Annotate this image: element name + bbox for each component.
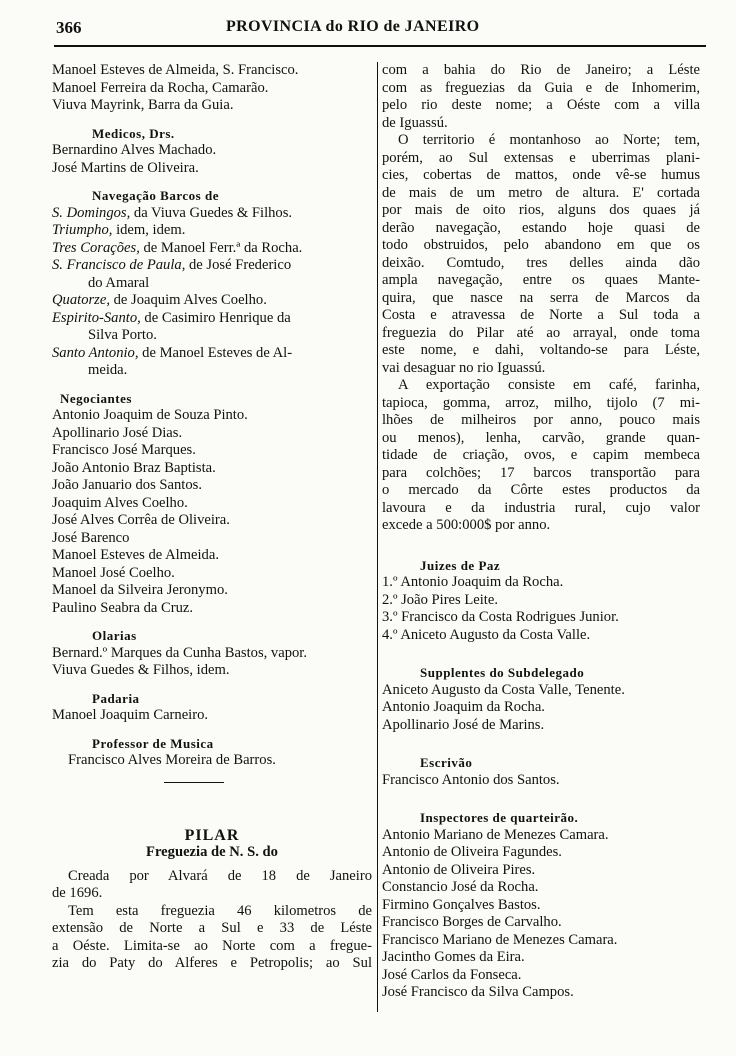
paragraph-line: este nome, e dahi, voltando-se para Léste, xyxy=(382,342,700,358)
juiz-entry: 3.º Francisco da Costa Rodrigues Junior. xyxy=(382,609,619,625)
boat-entry xyxy=(52,327,372,345)
negociante-entry: José Alves Corrêa de Oliveira. xyxy=(52,512,230,528)
boat-name: Tres Corações, xyxy=(52,239,140,256)
boat-entry xyxy=(52,222,372,240)
boat-owner: meida. xyxy=(88,362,128,378)
paragraph-line: tapioca, gomma, arroz, milho, tijolo (7 mi- xyxy=(382,394,700,411)
padaria-entry: Manoel Joaquim Carneiro. xyxy=(52,707,209,723)
boat-entry xyxy=(52,345,372,363)
boat-entry xyxy=(52,310,372,328)
negociante-entry: Manoel José Coelho. xyxy=(52,564,175,581)
paragraph-line: porém, ao Sul extensas e uberrimas plani- xyxy=(382,149,700,166)
boat-entry xyxy=(52,205,372,223)
section-heading-negociantes: Negociantes xyxy=(60,390,132,406)
juiz-entry: 4.º Aniceto Augusto da Costa Valle. xyxy=(382,626,591,643)
paragraph-line: vai desaguar no rio Iguassú. xyxy=(382,359,546,376)
paragraph-line: com as freguezias da Guia e de Inhomerim, xyxy=(382,79,700,96)
supplente-entry: Apollinario José de Marins. xyxy=(382,716,545,733)
inspector-entry: Francisco Borges de Carvalho. xyxy=(382,914,562,930)
olaria-entry: Bernard.º Marques da Cunha Bastos, vapor. xyxy=(52,644,307,661)
paragraph-line: quira, que nasce na serra de Marcos da xyxy=(382,289,700,306)
section-heading-supplentes: Supplentes do Subdelegado xyxy=(420,665,585,680)
negociante-entry: Manoel da Silveira Jeronymo. xyxy=(52,582,228,598)
medico-entry: Bernardino Alves Machado. xyxy=(52,142,217,158)
paragraph-line: tidade de criação, ovos, e capim membeca xyxy=(382,447,700,463)
boat-owner: de Manoel Esteves de Al- xyxy=(138,344,293,361)
section-heading-inspectores: Inspectores de quarteirão. xyxy=(420,810,579,825)
inspector-entry: Francisco Mariano de Menezes Camara. xyxy=(382,931,618,948)
section-heading-padaria: Padaria xyxy=(92,690,140,706)
section-heading-olarias: Olarias xyxy=(92,628,137,643)
paragraph-line: Tem esta freguezia 46 kilometros de xyxy=(68,902,372,919)
boat-owner: idem, idem. xyxy=(112,222,186,238)
pilar-title: PILAR xyxy=(184,826,240,844)
paragraph-line: para colchões; 17 barcos transportão para xyxy=(382,464,700,481)
negociante-entry: Francisco José Marques. xyxy=(52,442,196,458)
negociante-entry: Joaquim Alves Coelho. xyxy=(52,494,188,511)
inspector-entry: Antonio Mariano de Menezes Camara. xyxy=(382,826,609,843)
header-rule xyxy=(54,45,706,47)
boat-entry xyxy=(52,292,372,310)
negociante-entry: Paulino Seabra da Cruz. xyxy=(52,599,194,616)
negociante-entry: Antonio Joaquim de Souza Pinto. xyxy=(52,407,248,423)
left-column xyxy=(52,62,372,973)
paragraph-line: a Oéste. Limita-se ao Norte com a fregue- xyxy=(52,937,372,954)
paragraph-line: por mais de oito rios, alguns dos quaes já xyxy=(382,202,700,218)
paragraph-line: excede a 500:000$ por anno. xyxy=(382,517,551,533)
paragraph-line: extensão de Norte a Sul e 33 de Léste xyxy=(52,920,372,936)
boat-owner: de Casimiro Henrique da xyxy=(140,309,291,326)
paragraph-line: ampla navegação, entre os quaes Mante- xyxy=(382,272,700,288)
boat-owner: de Manoel Ferr.ª da Rocha. xyxy=(139,239,303,256)
section-heading-medicos: Medicos, Drs. xyxy=(92,125,175,141)
escrivao-entry: Francisco Antonio dos Santos. xyxy=(382,771,560,788)
inspector-entry: José Carlos da Fonseca. xyxy=(382,966,522,983)
paragraph-line: lavoura e da industria rural, cujo valor xyxy=(382,499,700,516)
juiz-entry: 1.º Antonio Joaquim da Rocha. xyxy=(382,574,564,590)
page-number: 366 xyxy=(56,18,82,37)
paragraph-line: pelo rio deste nome; a Oéste com a villa xyxy=(382,97,700,113)
paragraph-line: de mais de um metro de altura. E' cortada xyxy=(382,184,700,201)
paragraph-line: todo obstruidos, pelo abandono em que os xyxy=(382,237,700,253)
negociante-entry: João Januario dos Santos. xyxy=(52,477,202,493)
section-divider xyxy=(164,782,224,783)
negociante-entry: Manoel Esteves de Almeida. xyxy=(52,547,219,563)
boat-name: S. Francisco de Paula, xyxy=(52,257,186,273)
musica-entry: Francisco Alves Moreira de Barros. xyxy=(68,752,276,768)
boat-owner: de José Frederico xyxy=(185,257,292,273)
boat-name: Quatorze, xyxy=(52,292,110,308)
text-line: Manoel Ferreira da Rocha, Camarão. xyxy=(52,79,269,96)
paragraph-line: freguezia do Pilar até ao arrayal, onde toma xyxy=(382,324,700,341)
supplente-entry: Aniceto Augusto da Costa Valle, Tenente. xyxy=(382,681,625,698)
negociante-entry: Apollinario José Dias. xyxy=(52,424,183,441)
inspector-entry: Jacintho Gomes da Eira. xyxy=(382,949,525,965)
paragraph-line: deixão. Comtudo, tres delles ainda dão xyxy=(382,254,700,271)
paragraph-line: O territorio é montanhoso ao Norte; tem, xyxy=(398,132,700,148)
section-heading-navegacao: Navegação Barcos de xyxy=(92,188,219,203)
boat-name: Triumpho, xyxy=(52,222,113,238)
supplente-entry: Antonio Joaquim da Rocha. xyxy=(382,699,545,715)
boat-owner: Silva Porto. xyxy=(88,327,157,343)
boat-name: S. Domingos, xyxy=(52,204,131,221)
inspector-entry: Firmino Gonçalves Bastos. xyxy=(382,896,541,913)
paragraph-line: com a bahia do Rio de Janeiro; a Léste xyxy=(382,62,700,78)
boat-name: Espirito-Santo, xyxy=(52,309,141,326)
inspector-entry: Antonio de Oliveira Fagundes. xyxy=(382,844,562,860)
paragraph-line: o mercado da Côrte estes productos da xyxy=(382,482,700,498)
boat-entry xyxy=(52,240,372,258)
column-divider xyxy=(377,62,378,1012)
boat-entry xyxy=(52,257,372,275)
paragraph-line: lhões de milheiros por anno, pouco mais xyxy=(382,412,700,428)
negociante-entry: João Antonio Braz Baptista. xyxy=(52,459,216,476)
text-line: Viuva Mayrink, Barra da Guia. xyxy=(52,97,234,113)
olaria-entry: Viuva Guedes & Filhos, idem. xyxy=(52,662,230,678)
paragraph-line: de Iguassú. xyxy=(382,114,448,131)
boat-entry xyxy=(52,362,372,380)
pilar-subtitle: Freguezia de N. S. do xyxy=(146,844,278,860)
paragraph-line: cies, cobertas de mattos, onde vê-se humus xyxy=(382,167,700,183)
medico-entry: José Martins de Oliveira. xyxy=(52,159,199,176)
boat-name: Santo Antonio, xyxy=(52,344,139,361)
boat-owner: da Viuva Guedes & Filhos. xyxy=(130,204,293,221)
paragraph-line: ou menos), lenha, carvão, grande quan- xyxy=(382,429,700,446)
boat-owner: de Joaquim Alves Coelho. xyxy=(109,292,267,308)
right-column xyxy=(382,62,700,1002)
inspector-entry: José Francisco da Silva Campos. xyxy=(382,984,574,1000)
paragraph-line: Creada por Alvará de 18 de Janeiro xyxy=(68,867,372,884)
boat-entry xyxy=(52,275,372,293)
page-header xyxy=(56,18,706,40)
boat-owner: do Amaral xyxy=(88,274,150,291)
page-title: PROVINCIA do RIO de JANEIRO xyxy=(226,18,480,35)
section-heading-musica: Professor de Musica xyxy=(92,735,214,751)
inspector-entry: Constancio José da Rocha. xyxy=(382,879,539,895)
paragraph-line: zia do Paty do Alferes e Petropolis; ao Sul xyxy=(52,955,372,971)
negociante-entry: José Barenco xyxy=(52,529,130,546)
section-heading-juizes: Juizes de Paz xyxy=(420,557,501,573)
paragraph-line: A exportação consiste em café, farinha, xyxy=(398,377,700,393)
paragraph-line: derão navegação, estando hoje quasi de xyxy=(382,219,700,236)
text-line: Manoel Esteves de Almeida, S. Francisco. xyxy=(52,62,299,78)
juiz-entry: 2.º João Pires Leite. xyxy=(382,591,498,608)
paragraph-line: de 1696. xyxy=(52,885,103,901)
inspector-entry: Antonio de Oliveira Pires. xyxy=(382,861,536,878)
section-heading-escrivao: Escrivão xyxy=(420,755,473,770)
paragraph-line: Costa e atravessa de Norte a Sul toda a xyxy=(382,307,700,323)
